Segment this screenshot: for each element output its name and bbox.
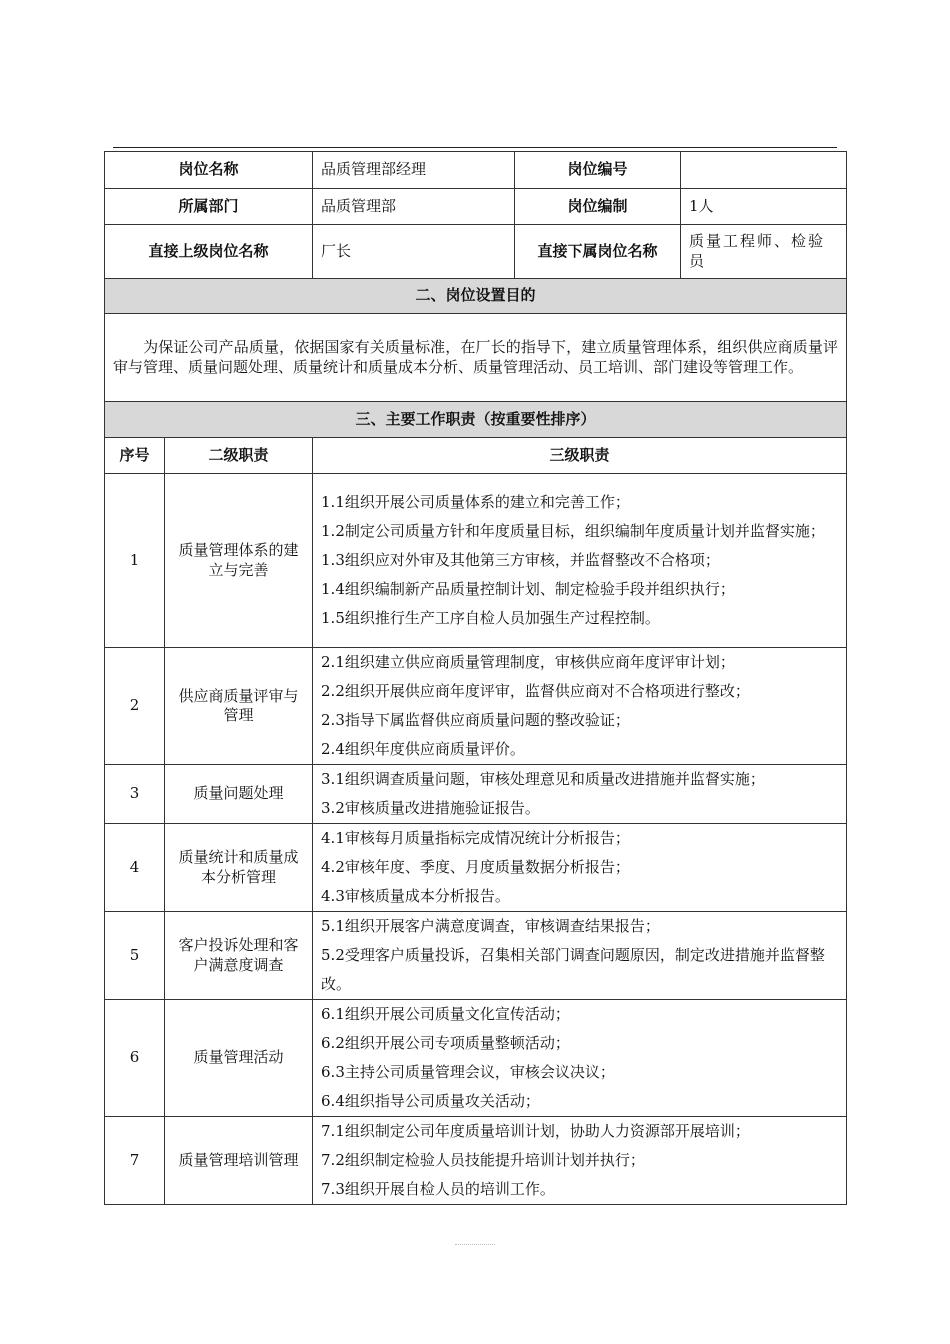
section2-purpose-text: 为保证公司产品质量，依据国家有关质量标准，在厂长的指导下，建立质量管理体系，组织供应商质量评审与管理、质量问题处理、质量统计和质量成本分析、质量管理活动、员工培训、部门建设等管理工作。 xyxy=(113,338,839,376)
duty-level2: 供应商质量评审与管理 xyxy=(165,648,313,765)
job-description-table xyxy=(104,151,847,1205)
duty-level3-list xyxy=(313,648,847,765)
duty-item: 2.4组织年度供应商质量评价。 xyxy=(321,740,525,758)
col-header-level2: 二级职责 xyxy=(165,438,313,474)
duty-number: 4 xyxy=(105,824,165,912)
duty-level2: 质量统计和质量成本分析管理 xyxy=(165,824,313,912)
duty-item: 1.3组织应对外审及其他第三方审核，并监督整改不合格项； xyxy=(321,551,720,569)
duty-level3-list xyxy=(313,912,847,1000)
duty-row xyxy=(105,912,847,1000)
duty-item: 6.3主持公司质量管理会议，审核会议决议； xyxy=(321,1063,615,1081)
duty-level2: 质量管理体系的建立与完善 xyxy=(165,474,313,648)
duty-level3-list xyxy=(313,474,847,648)
duty-number: 1 xyxy=(105,474,165,648)
info-row-department xyxy=(105,189,847,225)
info-row-reporting xyxy=(105,225,847,279)
value-superior: 厂长 xyxy=(313,225,515,279)
duty-number: 7 xyxy=(105,1117,165,1205)
duty-row xyxy=(105,648,847,765)
section3-header-row xyxy=(105,402,847,438)
value-headcount: 1人 xyxy=(681,189,847,225)
duty-row xyxy=(105,824,847,912)
duty-item: 1.2制定公司质量方针和年度质量目标，组织编制年度质量计划并监督实施； xyxy=(321,522,825,540)
duty-level3-list xyxy=(313,1000,847,1117)
value-position-name: 品质管理部经理 xyxy=(313,152,515,189)
section3-title: 三、主要工作职责（按重要性排序） xyxy=(105,402,847,438)
duty-number: 3 xyxy=(105,765,165,824)
header-rule xyxy=(113,147,837,148)
duty-level2: 质量管理培训管理 xyxy=(165,1117,313,1205)
label-position-code: 岗位编号 xyxy=(515,152,681,189)
section2-body-row xyxy=(105,314,847,402)
value-subordinates: 质量工程师、检验员 xyxy=(681,225,847,279)
label-superior: 直接上级岗位名称 xyxy=(105,225,313,279)
duty-row xyxy=(105,1117,847,1205)
duty-item: 2.2组织开展供应商年度评审，监督供应商对不合格项进行整改； xyxy=(321,682,750,700)
info-row-position xyxy=(105,152,847,189)
duty-item: 3.2审核质量改进措施验证报告。 xyxy=(321,799,540,817)
label-department: 所属部门 xyxy=(105,189,313,225)
duty-item: 5.1组织开展客户满意度调查，审核调查结果报告； xyxy=(321,917,660,935)
label-position-name: 岗位名称 xyxy=(105,152,313,189)
duty-item: 6.2组织开展公司专项质量整顿活动； xyxy=(321,1034,570,1052)
duty-level2: 客户投诉处理和客户满意度调查 xyxy=(165,912,313,1000)
duty-level2: 质量问题处理 xyxy=(165,765,313,824)
label-headcount: 岗位编制 xyxy=(515,189,681,225)
duty-level2: 质量管理活动 xyxy=(165,1000,313,1117)
duty-item: 4.2审核年度、季度、月度质量数据分析报告； xyxy=(321,858,630,876)
col-header-level3: 三级职责 xyxy=(313,438,847,474)
duty-row xyxy=(105,474,847,648)
duties-column-header-row xyxy=(105,438,847,474)
col-header-no: 序号 xyxy=(105,438,165,474)
duty-item: 6.4组织指导公司质量攻关活动； xyxy=(321,1092,540,1110)
duty-item: 5.2受理客户质量投诉，召集相关部门调查问题原因，制定改进措施并监督整改。 xyxy=(321,946,825,993)
value-position-code xyxy=(681,152,847,189)
duty-row xyxy=(105,1000,847,1117)
duty-number: 5 xyxy=(105,912,165,1000)
duty-row xyxy=(105,765,847,824)
duty-item: 7.2组织制定检验人员技能提升培训计划并执行； xyxy=(321,1151,645,1169)
duty-item: 7.1组织制定公司年度质量培训计划，协助人力资源部开展培训； xyxy=(321,1122,750,1140)
duty-item: 3.1组织调查质量问题，审核处理意见和质量改进措施并监督实施； xyxy=(321,770,765,788)
duty-number: 6 xyxy=(105,1000,165,1117)
duty-level3-list xyxy=(313,824,847,912)
duty-item: 1.4组织编制新产品质量控制计划、制定检验手段并组织执行； xyxy=(321,580,735,598)
duty-item: 4.1审核每月质量指标完成情况统计分析报告； xyxy=(321,829,630,847)
value-department: 品质管理部 xyxy=(313,189,515,225)
duty-item: 2.3指导下属监督供应商质量问题的整改验证； xyxy=(321,711,630,729)
label-subordinates: 直接下属岗位名称 xyxy=(515,225,681,279)
duty-level3-list xyxy=(313,1117,847,1205)
duty-item: 4.3审核质量成本分析报告。 xyxy=(321,887,510,905)
duty-level3-list xyxy=(313,765,847,824)
duty-item: 2.1组织建立供应商质量管理制度，审核供应商年度评审计划； xyxy=(321,653,735,671)
section2-header-row xyxy=(105,279,847,314)
duty-item: 1.5组织推行生产工序自检人员加强生产过程控制。 xyxy=(321,609,660,627)
section2-title: 二、岗位设置目的 xyxy=(105,279,847,314)
footer-mark xyxy=(455,1244,495,1245)
duty-item: 6.1组织开展公司质量文化宣传活动； xyxy=(321,1005,570,1023)
duty-item: 1.1组织开展公司质量体系的建立和完善工作； xyxy=(321,493,630,511)
duty-item: 7.3组织开展自检人员的培训工作。 xyxy=(321,1180,555,1198)
duty-number: 2 xyxy=(105,648,165,765)
